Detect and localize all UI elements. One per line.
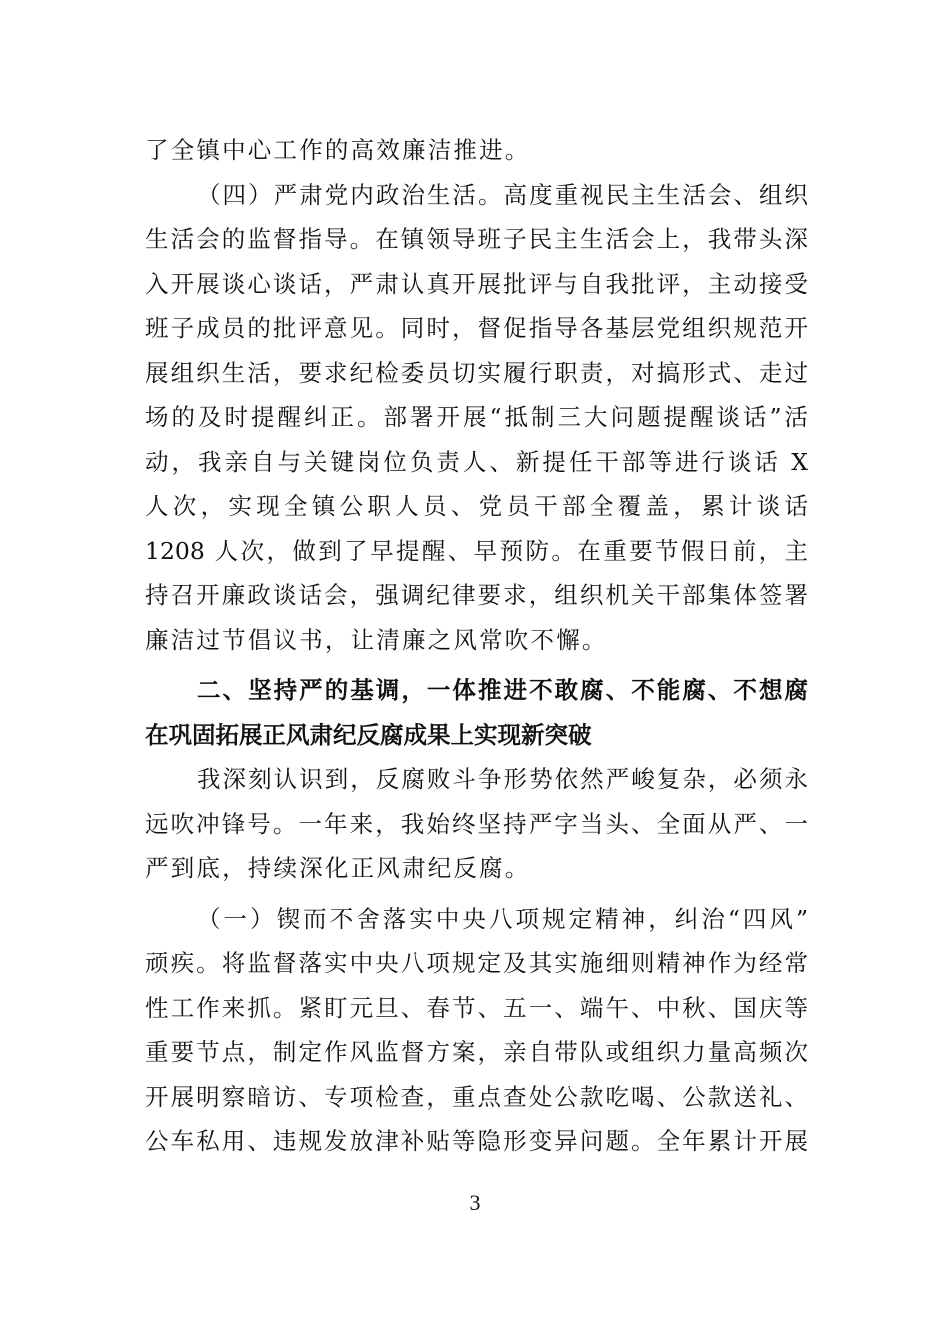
text-line: 1208 人次，做到了早提醒、早预防。在重要节假日前，主 [145, 536, 808, 565]
document-body [145, 128, 808, 1164]
page-number: 3 [469, 1190, 481, 1215]
text-line: 生活会的监督指导。在镇领导班子民主生活会上，我带头深 [145, 225, 808, 253]
text-line: 廉洁过节倡议书，让清廉之风常吹不懈。 [145, 625, 608, 654]
text-line: 班子成员的批评意见。同时，督促指导各基层党组织规范开 [145, 314, 808, 342]
text-line: 场的及时提醒纠正。部署开展“抵制三大问题提醒谈话”活 [145, 403, 808, 431]
text-line: 远吹冲锋号。一年来，我始终坚持严字当头、全面从严、一 [145, 809, 808, 838]
text-line: 入开展谈心谈话，严肃认真开展批评与自我批评，主动接受 [145, 269, 808, 298]
text-line: 人次，实现全镇公职人员、党员干部全覆盖，累计谈话 [145, 492, 808, 520]
text-line: 重要节点，制定作风监督方案，亲自带队或组织力量高频次 [145, 1038, 808, 1066]
text-line: 严到底，持续深化正风肃纪反腐。 [145, 854, 531, 882]
paragraph-first-line: 我深刻认识到，反腐败斗争形势依然严峻复杂，必须永 [197, 765, 808, 793]
subsection-1-first-line: （一）锲而不舍落实中央八项规定精神，纠治“四风” [197, 904, 808, 933]
subsection-4-first-line: （四）严肃党内政治生活。高度重视民主生活会、组织 [197, 180, 808, 209]
text-line: 性工作来抓。紧盯元旦、春节、五一、端午、中秋、国庆等 [145, 993, 808, 1022]
text-line: 顽疾。将监督落实中央八项规定及其实施细则精神作为经常 [145, 949, 808, 977]
text-line: 动，我亲自与关键岗位负责人、新提任干部等进行谈话 X [145, 447, 808, 476]
text-line: 公车私用、违规发放津补贴等隐形变异问题。全年累计开展 [145, 1127, 808, 1155]
section-heading-line-2: 在巩固拓展正风肃纪反腐成果上实现新突破 [145, 720, 592, 749]
text-line: 展组织生活，要求纪检委员切实履行职责，对搞形式、走过 [145, 358, 808, 387]
text-line: 持召开廉政谈话会，强调纪律要求，组织机关干部集体签署 [145, 581, 808, 609]
section-heading-line-1: 二、坚持严的基调，一体推进不敢腐、不能腐、不想腐 [197, 676, 808, 704]
text-line: 开展明察暗访、专项检查，重点查处公款吃喝、公款送礼、 [145, 1082, 808, 1111]
text-line: 了全镇中心工作的高效廉洁推进。 [145, 136, 531, 164]
